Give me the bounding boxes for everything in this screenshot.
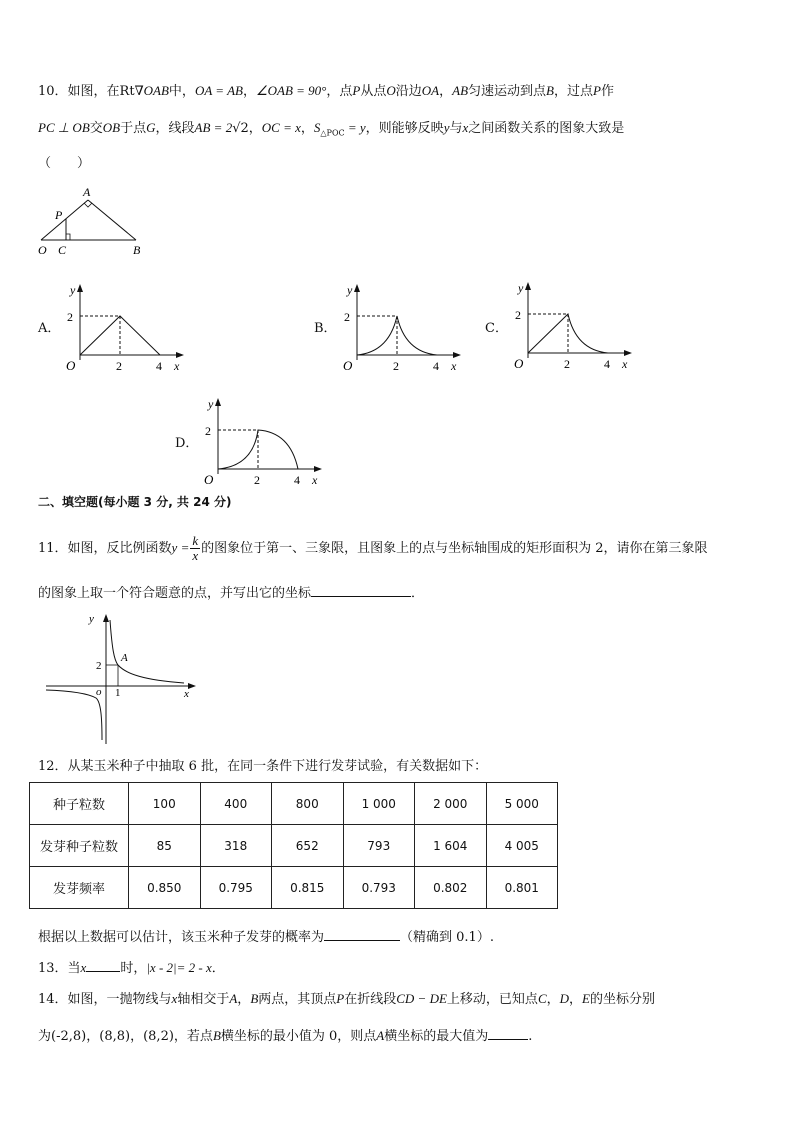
q14-text: 的坐标分别	[589, 992, 655, 1007]
origin-label: O	[204, 472, 214, 487]
option-a-graph[interactable]	[60, 280, 190, 375]
q12-intro: 12．从某玉米种子中抽取 6 批，在同一条件下进行发芽试验，有关数据如下：	[38, 759, 488, 774]
table-row	[30, 783, 558, 825]
origin-label: O	[343, 358, 353, 373]
option-a-label[interactable]: A．	[38, 321, 61, 336]
function-y-eq: y =	[171, 540, 190, 555]
coord-e: (8,2)	[143, 1029, 174, 1044]
triangle-figure	[36, 184, 148, 260]
oc-eq-x: OC = x	[261, 120, 301, 135]
q10-text: ，线段	[155, 121, 195, 136]
segment-oa-line	[41, 200, 88, 240]
table-row	[30, 825, 558, 867]
tick-4-x: 4	[433, 359, 439, 373]
q10-text: 从点	[360, 84, 387, 99]
table-cell: 5 000	[486, 783, 558, 825]
answer-parentheses: （ ）	[38, 156, 91, 171]
q13-text: 13．当	[38, 961, 81, 976]
label-o: O	[38, 243, 47, 257]
point-g: G	[146, 120, 156, 135]
abs-equation: |x - 2|= 2 - x	[146, 960, 212, 975]
table-cell: 1 000	[343, 783, 415, 825]
x-label: x	[312, 473, 318, 487]
table-cell: 100	[129, 783, 201, 825]
x-axis-arrow-icon	[176, 352, 184, 358]
x-label: x	[622, 357, 628, 371]
q10-line2	[38, 118, 624, 144]
point-a: A	[376, 1028, 385, 1043]
table-row	[30, 867, 558, 909]
polyline-cd-de: CD − DE	[396, 991, 447, 1006]
y-label: y	[347, 283, 353, 297]
option-c-graph[interactable]	[508, 278, 638, 373]
triangle-symbol: ∇	[134, 84, 144, 99]
table-cell: 0.802	[415, 867, 487, 909]
table-cell: 400	[200, 783, 272, 825]
sqrt-two: √2	[232, 121, 249, 136]
q11-text: ．	[411, 586, 425, 601]
point-b: B	[212, 1028, 221, 1043]
q12-conclusion	[38, 926, 494, 948]
equation-oa-ab: OA = AB	[194, 83, 243, 98]
label-c: C	[58, 243, 67, 257]
segment-oa: OA	[421, 83, 440, 98]
tick-2-x: 2	[254, 473, 260, 487]
area-subscript: △POC	[320, 128, 345, 138]
q10-text: ，点	[326, 84, 353, 99]
q14-text: ，	[86, 1029, 100, 1044]
angle-oab: ∠OAB = 90°	[255, 83, 327, 98]
triangle-name: OAB	[143, 83, 169, 98]
q14-text: 轴相交于	[177, 992, 230, 1007]
q14-line2	[38, 1025, 532, 1047]
segment-ab-line	[88, 200, 136, 240]
segment-ob: OB	[102, 120, 121, 135]
option-d-label[interactable]: D．	[175, 436, 199, 451]
curve-third-quadrant	[46, 690, 102, 740]
q14-text: 在折线段	[344, 992, 397, 1007]
q10-text: 交	[89, 121, 103, 136]
y-axis-arrow-icon	[525, 282, 531, 290]
x-axis-arrow-icon	[314, 466, 322, 472]
q14-answer-blank[interactable]	[488, 1025, 528, 1040]
coord-d: (8,8)	[99, 1029, 131, 1044]
origin-label: O	[66, 358, 76, 373]
option-b-label[interactable]: B．	[314, 321, 337, 336]
tick-2-y: 2	[344, 310, 350, 324]
point-d: D	[559, 991, 570, 1006]
table-cell: 0.815	[272, 867, 344, 909]
x-axis-arrow-icon	[624, 350, 632, 356]
coord-c: (-2,8)	[51, 1029, 87, 1044]
x-label: x	[174, 359, 180, 373]
x-label: x	[184, 688, 189, 700]
table-cell: 793	[343, 825, 415, 867]
q14-text: 横坐标的最大值为	[384, 1029, 489, 1044]
section-heading: 二、填空题(每小题 3 分, 共 24 分)	[38, 495, 232, 509]
origin-label: o	[96, 686, 102, 698]
label-p: P	[55, 208, 63, 222]
q13-text: 时，	[120, 961, 147, 976]
q13-answer-blank[interactable]	[86, 957, 120, 972]
tick-2-x: 2	[116, 359, 122, 373]
q12-answer-blank[interactable]	[324, 926, 400, 941]
point-b: B	[546, 83, 554, 98]
q13-text: ．	[211, 961, 225, 976]
tick-4-x: 4	[156, 359, 162, 373]
x-axis-arrow-icon	[188, 683, 196, 689]
table-cell: 800	[272, 783, 344, 825]
hyperbola-graph	[44, 608, 199, 748]
segment-ab: AB	[452, 83, 469, 98]
q10-text: 中，	[168, 84, 195, 99]
option-d-graph[interactable]	[198, 394, 328, 489]
q10-text: 与	[449, 121, 463, 136]
point-c: C	[537, 991, 547, 1006]
y-label: y	[89, 613, 94, 625]
q14-text: ，	[237, 992, 251, 1007]
tick-1: 1	[115, 687, 121, 699]
q10-text: 沿边	[395, 84, 422, 99]
q10-text: ，则能够反映	[365, 121, 444, 136]
row-header: 发芽频率	[30, 867, 129, 909]
point-e: E	[582, 991, 590, 1006]
q11-answer-blank[interactable]	[311, 582, 411, 597]
tick-2-y: 2	[205, 424, 211, 438]
q14-text: 14．如图，一抛物线与	[38, 992, 172, 1007]
var-x: x	[80, 960, 87, 975]
point-a: A	[229, 991, 238, 1006]
table-cell: 0.801	[486, 867, 558, 909]
table-cell: 0.850	[129, 867, 201, 909]
q14-text: 上移动，已知点	[446, 992, 538, 1007]
origin-label: O	[514, 356, 524, 371]
table-cell: 1 604	[415, 825, 487, 867]
fraction-k-over-x	[190, 534, 200, 563]
point-p: P	[593, 83, 601, 98]
table-cell: 652	[272, 825, 344, 867]
y-axis-arrow-icon	[215, 398, 221, 406]
q14-text: ，	[130, 1029, 144, 1044]
table-cell: 0.793	[343, 867, 415, 909]
var-x: x	[462, 120, 469, 135]
table-cell: 0.795	[200, 867, 272, 909]
rt-label: Rt	[119, 84, 135, 99]
row-header: 种子粒数	[30, 783, 129, 825]
tick-2-x: 2	[564, 357, 570, 371]
q10-text: 匀速运动到点	[468, 84, 547, 99]
q11-text: 的图象位于第一、三象限，且图象上的点与坐标轴围成的矩形面积为 2，请你在第三象限	[201, 541, 708, 556]
q10-text: ，	[300, 121, 314, 136]
q14-text: ，	[569, 992, 583, 1007]
y-label: y	[208, 397, 214, 411]
q10-text: ，	[242, 84, 256, 99]
right-angle-c	[66, 234, 70, 240]
y-axis-arrow-icon	[354, 284, 360, 292]
q10-text: 于点	[120, 121, 147, 136]
q11-text: 11．如图，反比例函数	[38, 541, 172, 556]
q10-text: ，	[248, 121, 262, 136]
germination-table	[29, 782, 558, 909]
q10-text: ，过点	[553, 84, 593, 99]
tick-2: 2	[96, 660, 102, 672]
point-p: P	[352, 83, 361, 98]
table-cell: 2 000	[415, 783, 487, 825]
fraction-denominator: x	[192, 548, 199, 563]
q11-line2	[38, 582, 424, 604]
row-header: 发芽种子粒数	[30, 825, 129, 867]
label-a: A	[121, 652, 128, 664]
point-o: O	[386, 83, 396, 98]
q11-line1	[38, 534, 708, 563]
tick-2-x: 2	[393, 359, 399, 373]
q12-text: （精确到 0.1）.	[400, 930, 494, 945]
x-axis-arrow-icon	[453, 352, 461, 358]
area-symbol: S	[313, 120, 321, 135]
var-x: x	[171, 991, 178, 1006]
fraction-numerator: k	[192, 533, 199, 548]
table-cell: 85	[129, 825, 201, 867]
y-axis-arrow-icon	[77, 284, 83, 292]
right-angle-a	[84, 203, 92, 207]
label-a: A	[83, 185, 91, 199]
q10-text: 作	[600, 84, 614, 99]
point-p: P	[336, 991, 345, 1006]
q10-text: ，	[439, 84, 453, 99]
y-label: y	[518, 281, 524, 295]
q10-line1	[38, 81, 614, 102]
y-label: y	[70, 283, 76, 297]
option-b-graph[interactable]	[337, 280, 467, 375]
q14-text: .	[528, 1029, 533, 1044]
q14-text: 两点，其顶点	[258, 992, 337, 1007]
point-b: B	[250, 991, 259, 1006]
var-y: y	[443, 120, 450, 135]
q14-text: 横坐标的最小值为 0，则点	[220, 1029, 377, 1044]
tick-2-y: 2	[515, 308, 521, 322]
tick-4-x: 4	[604, 357, 610, 371]
pc-perp-ob: PC ⊥ OB	[38, 120, 90, 135]
q14-text: 为	[38, 1029, 52, 1044]
y-axis-arrow-icon	[103, 614, 109, 622]
option-c-label[interactable]: C．	[485, 321, 508, 336]
q13-line	[38, 957, 225, 979]
q10-prefix: 10．如图，在	[38, 84, 120, 99]
area-eq-y: = y	[344, 120, 366, 135]
x-label: x	[451, 359, 457, 373]
q14-line1	[38, 989, 655, 1010]
tick-2-y: 2	[67, 310, 73, 324]
tick-4-x: 4	[294, 473, 300, 487]
label-b: B	[133, 243, 141, 257]
q14-text: ，	[546, 992, 560, 1007]
q14-text: ，若点	[173, 1029, 213, 1044]
q11-text: 的图象上取一个符合题意的点，并写出它的坐标	[38, 586, 312, 601]
table-cell: 318	[200, 825, 272, 867]
q10-text: 之间函数关系的图象大致是	[468, 121, 625, 136]
ab-length: AB = 2	[194, 120, 233, 135]
q12-text: 根据以上数据可以估计，该玉米种子发芽的概率为	[38, 930, 325, 945]
table-cell: 4 005	[486, 825, 558, 867]
